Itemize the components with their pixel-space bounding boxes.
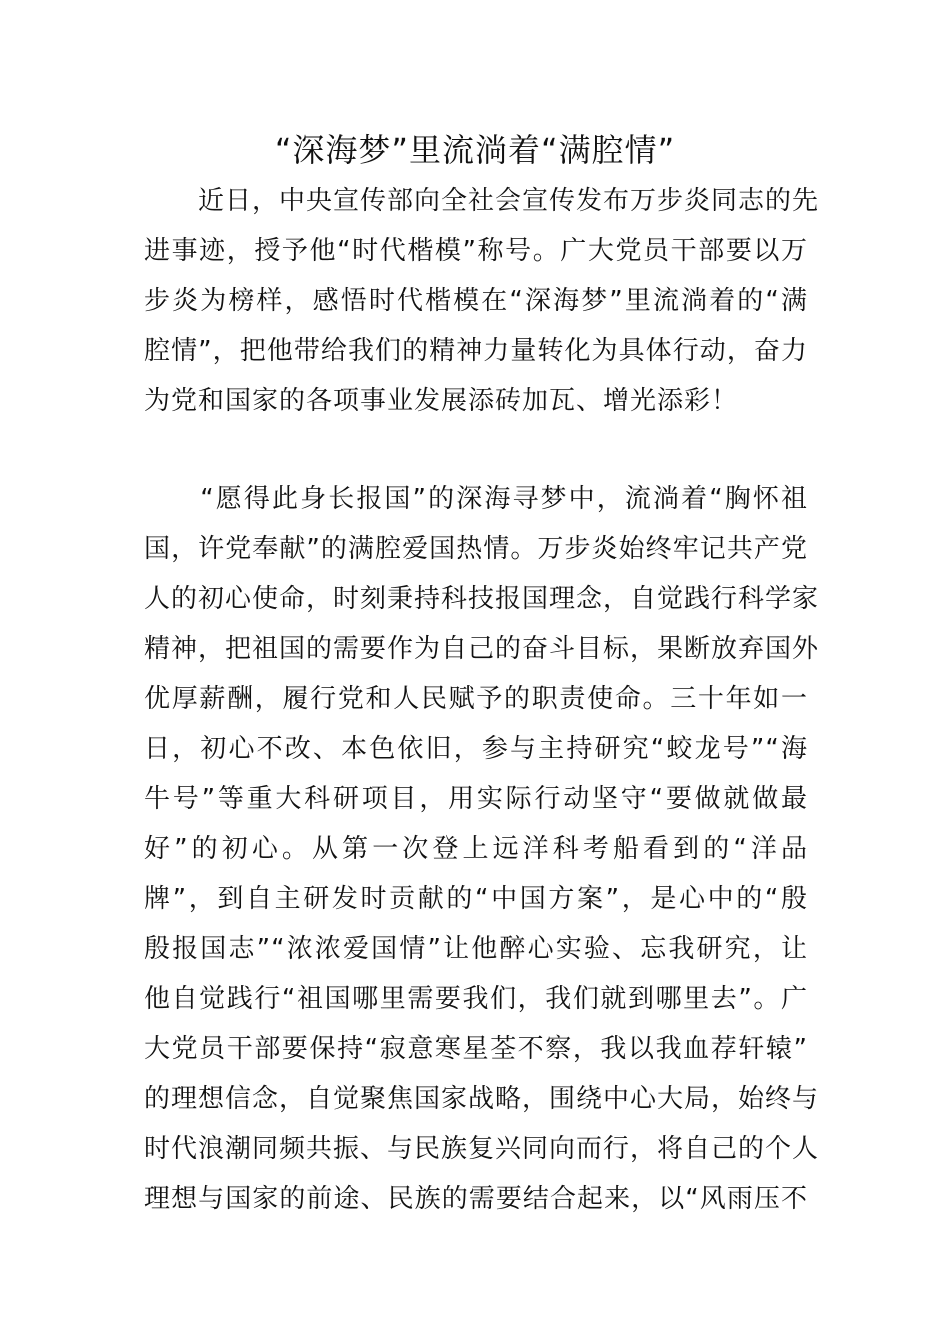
paragraph-line: 大党员干部要保持“寂意寒星荃不察，我以我血荐轩辕” <box>144 1034 808 1064</box>
paragraph-line: 人的初心使命，时刻秉持科技报国理念，自觉践行科学家 <box>144 584 820 614</box>
paragraph-line: 优厚薪酬，履行党和人民赋予的职责使命。三十年如一 <box>144 684 808 714</box>
paragraph-1 <box>144 176 820 426</box>
paragraph-2 <box>144 474 820 1224</box>
article-title: “深海梦”里流淌着“满腔情” <box>274 131 676 169</box>
paragraph-line: 理想与国家的前途、民族的需要结合起来，以“风雨压不 <box>144 1184 808 1214</box>
paragraph-line: 国，许党奉献”的满腔爱国热情。万步炎始终牢记共产党 <box>144 534 808 564</box>
paragraph-line: 日，初心不改、本色依旧，参与主持研究“蛟龙号”“海 <box>144 734 808 764</box>
paragraph-line: 牛号”等重大科研项目，用实际行动坚守“要做就做最 <box>144 784 808 814</box>
paragraph-line: 腔情”，把他带给我们的精神力量转化为具体行动，奋力 <box>144 336 808 366</box>
paragraph-line: 为党和国家的各项事业发展添砖加瓦、增光添彩！ <box>144 386 739 416</box>
paragraph-line: 的理想信念，自觉聚焦国家战略，围绕中心大局，始终与 <box>144 1084 820 1114</box>
paragraph-line: 近日，中央宣传部向全社会宣传发布万步炎同志的先 <box>144 186 820 216</box>
paragraph-line: 步炎为榜样，感悟时代楷模在“深海梦”里流淌着的“满 <box>144 286 808 316</box>
paragraph-line: 牌”，到自主研发时贡献的“中国方案”，是心中的“殷 <box>144 884 808 914</box>
paragraph-line: 好”的初心。从第一次登上远洋科考船看到的“洋品 <box>144 834 808 864</box>
paragraph-line: 时代浪潮同频共振、与民族复兴同向而行，将自己的个人 <box>144 1134 820 1164</box>
paragraph-line: 他自觉践行“祖国哪里需要我们，我们就到哪里去”。广 <box>144 984 808 1014</box>
paragraph-line: 精神，把祖国的需要作为自己的奋斗目标，果断放弃国外 <box>144 634 820 664</box>
paragraph-line: 进事迹，授予他“时代楷模”称号。广大党员干部要以万 <box>144 236 808 266</box>
paragraph-line: “愿得此身长报国”的深海寻梦中，流淌着“胸怀祖 <box>144 484 808 514</box>
paragraph-line: 殷报国志”“浓浓爱国情”让他醉心实验、忘我研究，让 <box>144 934 808 964</box>
